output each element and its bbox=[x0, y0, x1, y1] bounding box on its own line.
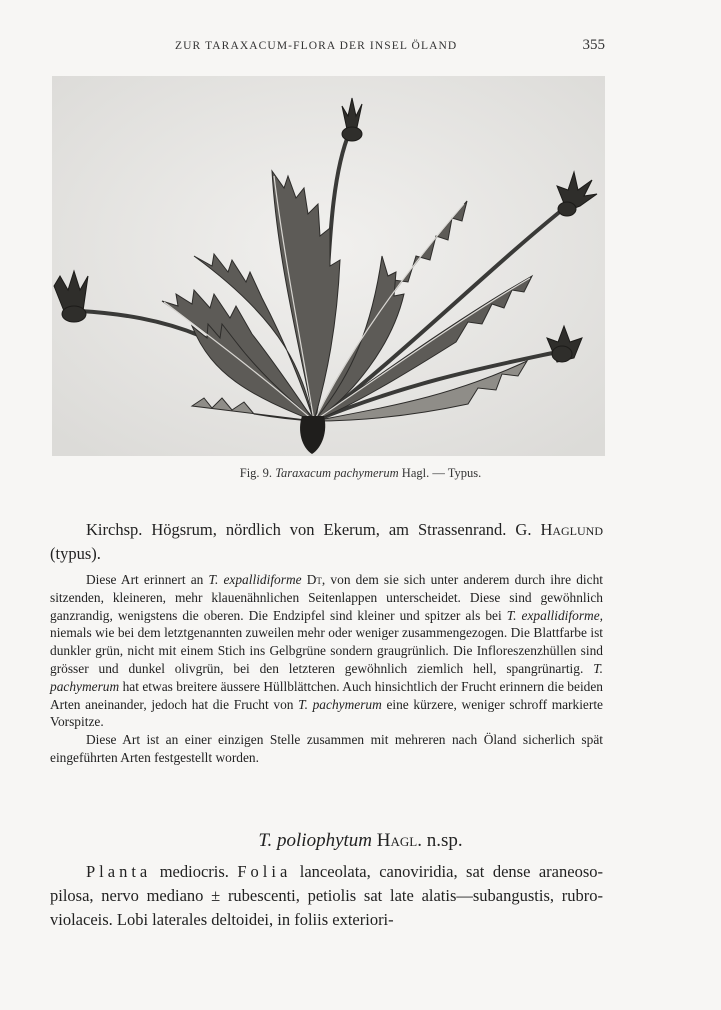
species-author: Hagl. bbox=[376, 830, 422, 851]
description-paragraph-2: Diese Art ist an einer einzigen Stelle zusammen mit mehreren nach Öland sicherlich spät eingeführten Arten festgestellt worden. bbox=[50, 732, 603, 765]
description-paragraph-1 bbox=[50, 571, 603, 731]
taraxacum-plant-illustration bbox=[52, 76, 605, 456]
description-run: niemals wie bei dem letztgenannten zuweilen mehr oder weniger zusammengezogen. Die Blattfarbe ist dunkler grün, nicht mit einem Stich ins Gelbgrüne sondern graugrünlich. Die Infloreszenzhüllen sind grösser und dunkel olivgrün, bei den letzteren gewöhnlich ziemlich hell, spangrünartig. bbox=[50, 625, 603, 676]
species-heading bbox=[0, 830, 721, 852]
description-run: hat etwas breitere äussere Hüllblättchen. Auch hinsichtlich der Frucht erinnern die beiden Arten aneinander, jedoch hat die Frucht von bbox=[50, 678, 603, 712]
description-run: T. expallidiforme, bbox=[506, 607, 603, 623]
caption-species: Taraxacum pachymerum bbox=[275, 466, 399, 480]
description-text bbox=[50, 571, 603, 767]
latin-run: mediocris. bbox=[151, 862, 238, 881]
description-run: Diese Art erinnert an bbox=[86, 572, 209, 587]
species-name: T. poliophytum bbox=[258, 830, 373, 851]
latin-run: Folia bbox=[237, 862, 292, 881]
dandelion-specimen-photo bbox=[52, 76, 605, 456]
description-run: Dt bbox=[306, 572, 322, 587]
caption-author-type: Hagl. — Typus. bbox=[401, 466, 482, 480]
description-run: , von dem sie sich unter anderem durch ihre dicht sitzenden, kleineren, mehr klauenähnlichen Seitenlappen unterscheidet. Diese sind gewöhnlich ganzrandig, wenigstens die oberen. Die Endzipfel sind kleiner und spitzer als bei bbox=[50, 572, 603, 623]
latin-run: lanceolata, canoviridia, sat dense araneoso-pilosa, nervo mediano ± rubescenti, petiolis sat late alatis—subangustis, rubro-violaceis. Lobi laterales deltoidei, in foliis exteriori- bbox=[50, 862, 603, 929]
latin-diagnosis bbox=[50, 860, 603, 932]
description-run: T. expallidiforme bbox=[208, 572, 302, 587]
description-run: T. pachymerum bbox=[298, 696, 382, 712]
locality-paragraph bbox=[50, 518, 603, 566]
locality-text: Kirchsp. Högsrum, nördlich von Ekerum, am Strassenrand. G. bbox=[86, 520, 532, 539]
locality-typus: (typus). bbox=[50, 544, 101, 563]
running-head: ZUR TARAXACUM-FLORA DER INSEL ÖLAND bbox=[175, 40, 458, 52]
description-run: eine kürzere, weniger schroff markierte Vorspitze. bbox=[50, 696, 603, 730]
figure-caption bbox=[0, 466, 721, 481]
page-number: 355 bbox=[582, 37, 605, 53]
collector-name: Haglund bbox=[540, 520, 604, 539]
caption-fig-number: Fig. 9. bbox=[239, 466, 273, 480]
description-run: T. pachymerum bbox=[50, 660, 603, 694]
running-header bbox=[0, 37, 721, 57]
latin-run: Planta bbox=[86, 862, 152, 881]
species-status: n.sp. bbox=[426, 830, 463, 851]
